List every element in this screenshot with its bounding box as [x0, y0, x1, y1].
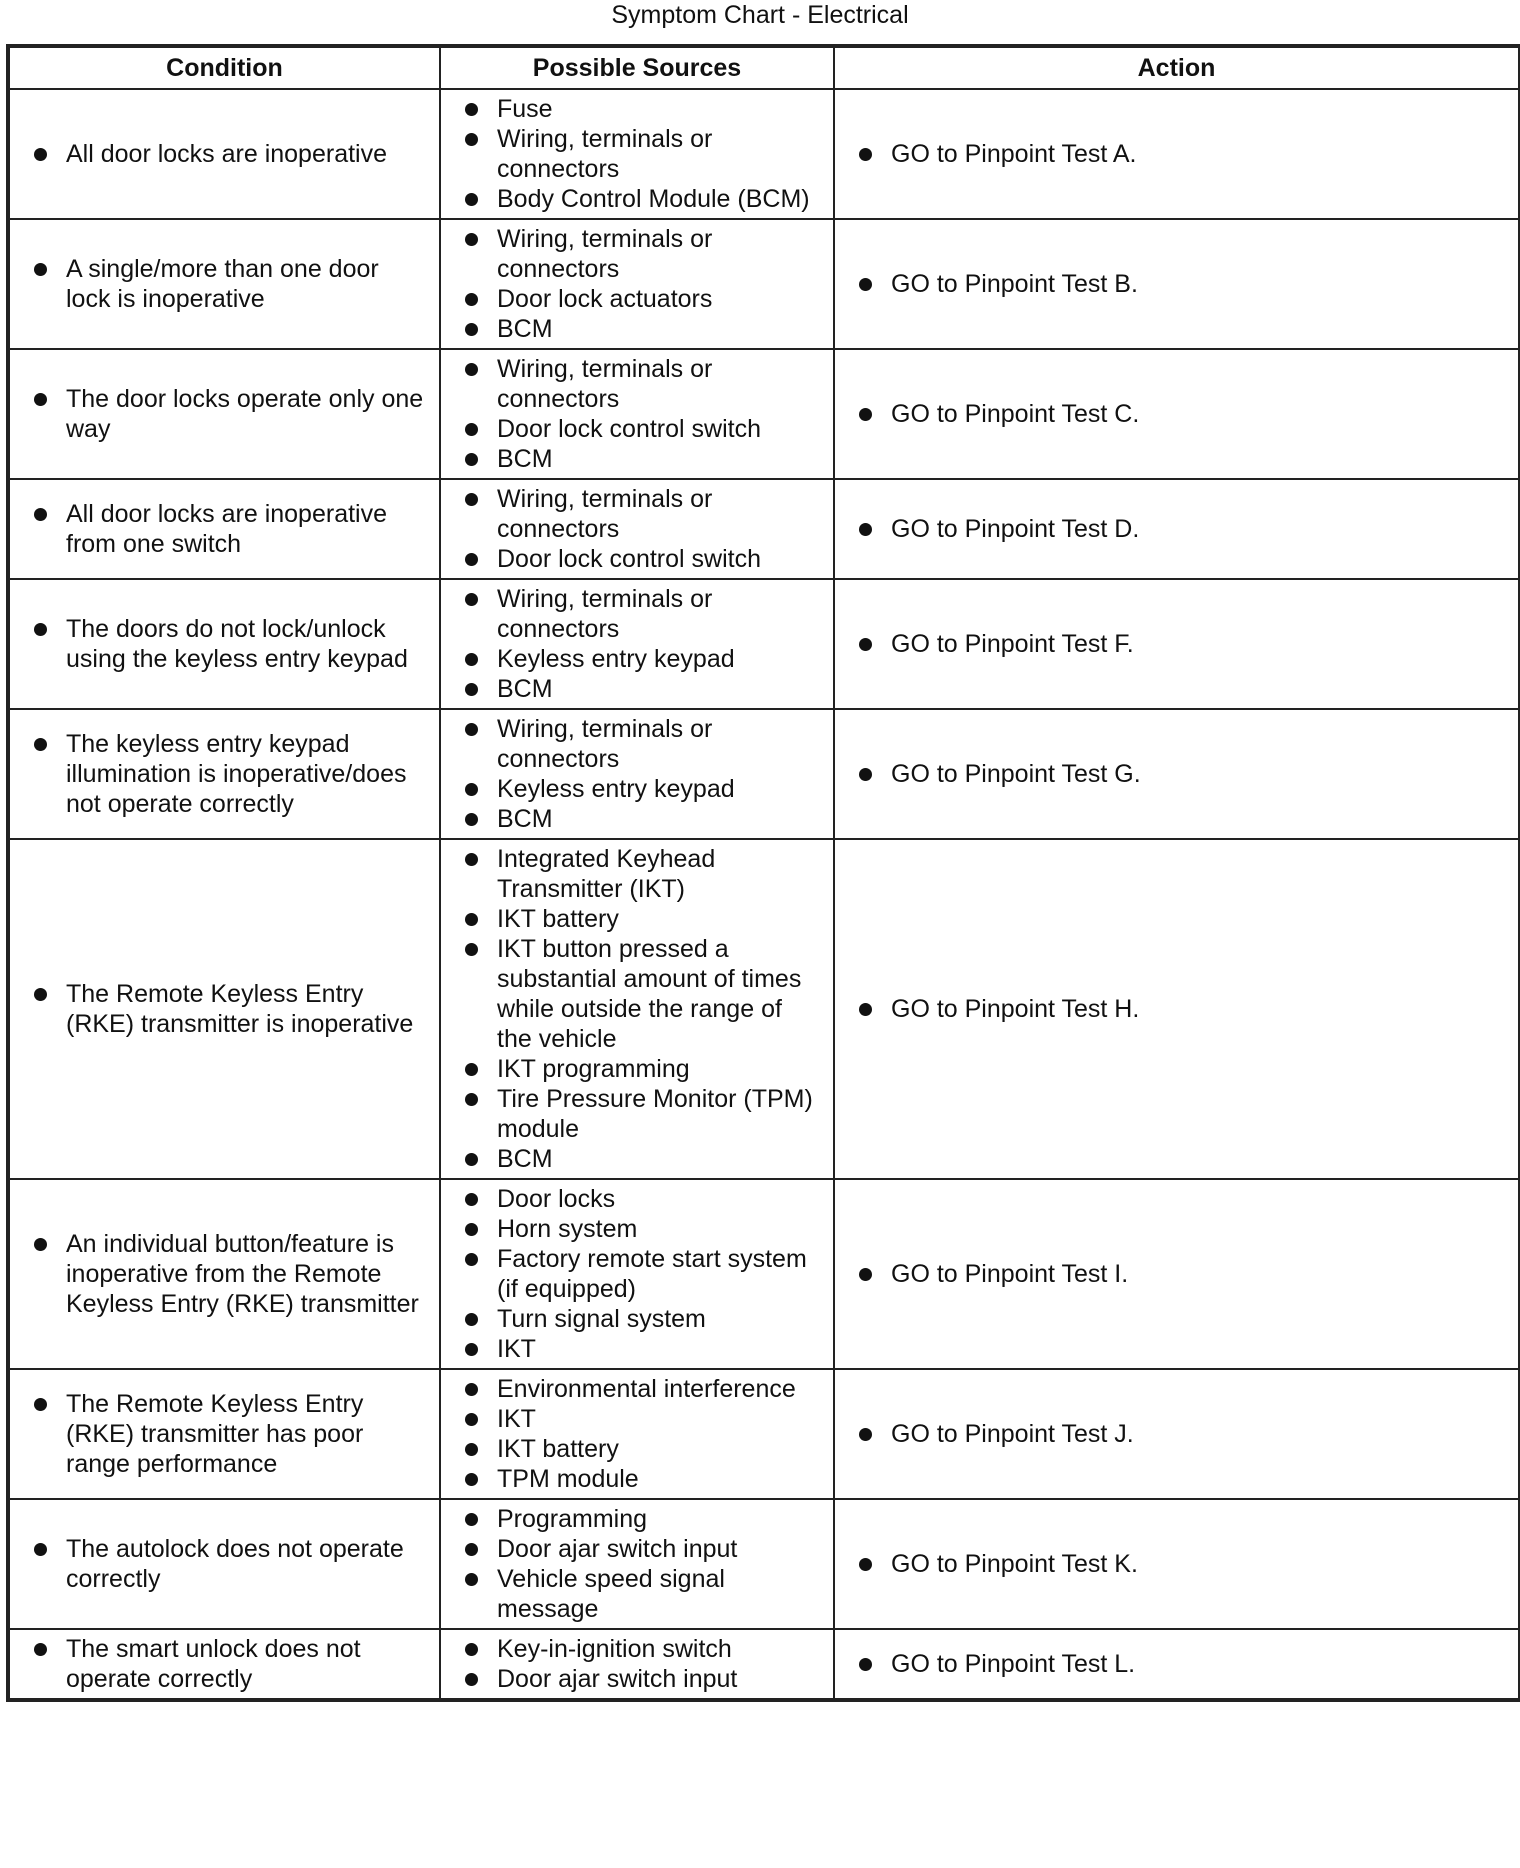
source-item: Door lock control switch [463, 414, 819, 444]
source-item: Wiring, terminals or connectors [463, 124, 819, 184]
source-item: Tire Pressure Monitor (TPM) module [463, 1084, 819, 1144]
source-item: BCM [463, 1144, 819, 1174]
condition-cell [8, 1629, 440, 1700]
pinpoint-test-action: GO to Pinpoint Test A. [857, 139, 1504, 169]
possible-sources-cell [440, 1499, 834, 1629]
source-item: BCM [463, 804, 819, 834]
condition-text: The smart unlock does not operate correctly [32, 1634, 425, 1694]
source-item: IKT button pressed a substantial amount of times while outside the range of the vehicle [463, 934, 819, 1054]
source-item: BCM [463, 444, 819, 474]
source-item: IKT [463, 1404, 819, 1434]
pinpoint-test-action: GO to Pinpoint Test H. [857, 994, 1504, 1024]
source-item: Turn signal system [463, 1304, 819, 1334]
possible-sources-cell [440, 839, 834, 1179]
condition-text: The autolock does not operate correctly [32, 1534, 425, 1594]
pinpoint-test-action: GO to Pinpoint Test G. [857, 759, 1504, 789]
condition-text: All door locks are inoperative from one switch [32, 499, 425, 559]
source-item: Wiring, terminals or connectors [463, 714, 819, 774]
source-item: Wiring, terminals or connectors [463, 224, 819, 284]
symptom-chart-table [6, 44, 1520, 1702]
action-cell [834, 1179, 1520, 1369]
pinpoint-test-action: GO to Pinpoint Test J. [857, 1419, 1504, 1449]
pinpoint-test-action: GO to Pinpoint Test D. [857, 514, 1504, 544]
possible-sources-cell [440, 219, 834, 349]
condition-cell [8, 89, 440, 219]
condition-cell [8, 479, 440, 579]
action-cell [834, 1369, 1520, 1499]
possible-sources-cell [440, 349, 834, 479]
source-item: Horn system [463, 1214, 819, 1244]
source-item: Factory remote start system (if equipped) [463, 1244, 819, 1304]
table-row [8, 839, 1520, 1179]
source-item: Body Control Module (BCM) [463, 184, 819, 214]
source-item: Keyless entry keypad [463, 644, 819, 674]
condition-cell [8, 709, 440, 839]
condition-text: The Remote Keyless Entry (RKE) transmitter has poor range performance [32, 1389, 425, 1479]
header-possible-sources: Possible Sources [440, 46, 834, 89]
source-item: IKT battery [463, 904, 819, 934]
possible-sources-cell [440, 1369, 834, 1499]
source-item: Environmental interference [463, 1374, 819, 1404]
source-item: BCM [463, 314, 819, 344]
table-row [8, 709, 1520, 839]
source-item: Key-in-ignition switch [463, 1634, 819, 1664]
table-row [8, 89, 1520, 219]
source-item: IKT [463, 1334, 819, 1364]
source-item: Door locks [463, 1184, 819, 1214]
source-item: Vehicle speed signal message [463, 1564, 819, 1624]
possible-sources-cell [440, 579, 834, 709]
table-row [8, 1629, 1520, 1700]
source-item: Keyless entry keypad [463, 774, 819, 804]
source-item: IKT programming [463, 1054, 819, 1084]
source-item: Integrated Keyhead Transmitter (IKT) [463, 844, 819, 904]
source-item: Door lock control switch [463, 544, 819, 574]
possible-sources-cell [440, 1179, 834, 1369]
source-item: Programming [463, 1504, 819, 1534]
pinpoint-test-action: GO to Pinpoint Test K. [857, 1549, 1504, 1579]
table-row [8, 1499, 1520, 1629]
source-item: Door lock actuators [463, 284, 819, 314]
condition-cell [8, 349, 440, 479]
source-item: Wiring, terminals or connectors [463, 354, 819, 414]
condition-text: The doors do not lock/unlock using the keyless entry keypad [32, 614, 425, 674]
table-row [8, 479, 1520, 579]
header-condition: Condition [8, 46, 440, 89]
table-row [8, 1369, 1520, 1499]
possible-sources-cell [440, 89, 834, 219]
condition-cell [8, 579, 440, 709]
pinpoint-test-action: GO to Pinpoint Test L. [857, 1649, 1504, 1679]
condition-text: The Remote Keyless Entry (RKE) transmitter is inoperative [32, 979, 425, 1039]
action-cell [834, 1499, 1520, 1629]
action-cell [834, 839, 1520, 1179]
possible-sources-cell [440, 709, 834, 839]
action-cell [834, 349, 1520, 479]
table-row [8, 219, 1520, 349]
condition-text: The door locks operate only one way [32, 384, 425, 444]
pinpoint-test-action: GO to Pinpoint Test F. [857, 629, 1504, 659]
condition-cell [8, 1369, 440, 1499]
pinpoint-test-action: GO to Pinpoint Test I. [857, 1259, 1504, 1289]
action-cell [834, 479, 1520, 579]
table-row [8, 1179, 1520, 1369]
condition-cell [8, 839, 440, 1179]
pinpoint-test-action: GO to Pinpoint Test B. [857, 269, 1504, 299]
source-item: Door ajar switch input [463, 1664, 819, 1694]
possible-sources-cell [440, 1629, 834, 1700]
possible-sources-cell [440, 479, 834, 579]
action-cell [834, 579, 1520, 709]
action-cell [834, 89, 1520, 219]
source-item: Fuse [463, 94, 819, 124]
condition-cell [8, 1499, 440, 1629]
source-item: BCM [463, 674, 819, 704]
page-title: Symptom Chart - Electrical [611, 1, 909, 29]
source-item: TPM module [463, 1464, 819, 1494]
action-cell [834, 709, 1520, 839]
source-item: Door ajar switch input [463, 1534, 819, 1564]
pinpoint-test-action: GO to Pinpoint Test C. [857, 399, 1504, 429]
header-action: Action [834, 46, 1520, 89]
condition-text: An individual button/feature is inoperative from the Remote Keyless Entry (RKE) transmitter [32, 1229, 425, 1319]
table-row [8, 349, 1520, 479]
action-cell [834, 1629, 1520, 1700]
table-row [8, 579, 1520, 709]
source-item: Wiring, terminals or connectors [463, 484, 819, 544]
source-item: Wiring, terminals or connectors [463, 584, 819, 644]
condition-text: All door locks are inoperative [32, 139, 425, 169]
condition-text: The keyless entry keypad illumination is inoperative/does not operate correctly [32, 729, 425, 819]
table-header-row [8, 46, 1520, 89]
condition-cell [8, 1179, 440, 1369]
action-cell [834, 219, 1520, 349]
condition-cell [8, 219, 440, 349]
condition-text: A single/more than one door lock is inoperative [32, 254, 425, 314]
source-item: IKT battery [463, 1434, 819, 1464]
